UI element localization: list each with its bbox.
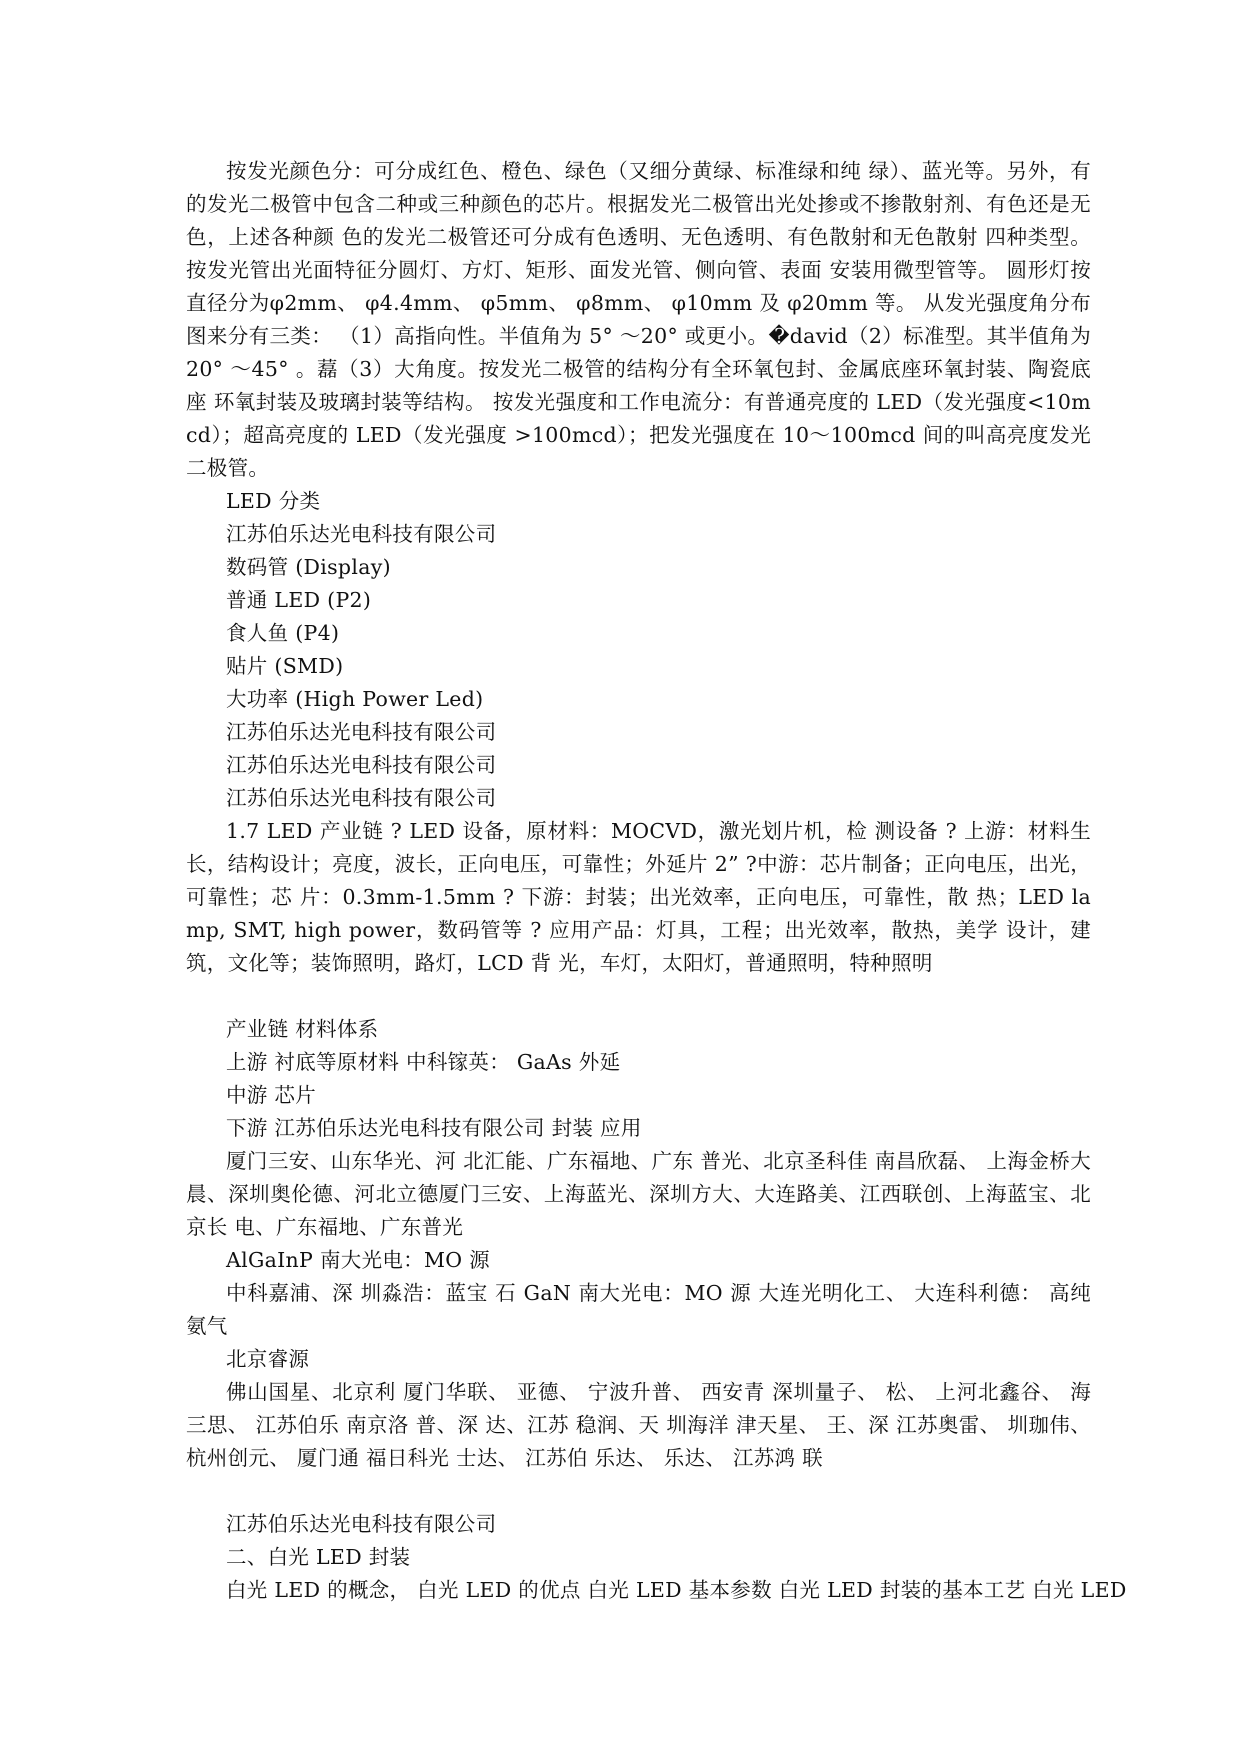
paragraph-materials-suppliers: 中科嘉浦、深 圳淼浩：蓝宝 石 GaN 南大光电：MO 源 大连光明化工、 大连科利德： 高纯氨气 (186, 1281, 1091, 1338)
line-white-led-topics: 白光 LED 的概念， 白光 LED 的优点 白光 LED 基本参数 白光 LED 封装的基本工艺 白光 LED (226, 1578, 1127, 1602)
company-name-line: 江苏伯乐达光电科技有限公司 (226, 753, 497, 777)
document-page (186, 155, 1127, 1607)
company-name-line: 江苏伯乐达光电科技有限公司 (226, 720, 497, 744)
paragraph-industry-chain: 1.7 LED 产业链 ? LED 设备，原材料：MOCVD，激光划片机，检 测设备 ? 上游：材料生长，结构设计；亮度，波长，正向电压，可靠性；外延片 2” ?中游：芯片制备；正向电压，出光，可靠性；芯 片：0.3mm-1.5mm ? 下游：封装；出光效率，正向电压，可靠性，散 热；LED lamp, SMT, high power，数码管等 ? 应用产品：灯具，工程；出光效率，散热，美学 设计，建筑，文化等；装饰照明，路灯，LCD 背 光，车灯，太阳灯，普通照明，特种照明 (186, 819, 1091, 975)
company-name-line: 江苏伯乐达光电科技有限公司 (226, 1512, 497, 1536)
list-item-p4: 食人鱼 (P4) (226, 621, 340, 645)
blank-line (186, 980, 1091, 1013)
line-downstream: 下游 江苏伯乐达光电科技有限公司 封装 应用 (226, 1116, 642, 1140)
heading-led-categories: LED 分类 (226, 489, 321, 513)
paragraph-led-classification: 按发光颜色分：可分成红色、橙色、绿色（又细分黄绿、标准绿和纯 绿）、蓝光等。另外，有的发光二极管中包含二种或三种颜色的芯片。根据发光二极管出光处掺或不掺散射剂、有色还是无色，上述各种颜 色的发光二极管还可分成有色透明、无色透明、有色散射和无色散射 四种类型。 按发光管出光面特征分圆灯、方灯、矩形、面发光管、侧向管、表面 安装用微型管等。 圆形灯按直径分为φ2mm、 φ4.4mm、 φ5mm、 φ8mm、 φ10mm 及 φ20mm 等。 从发光强度角分布图来分有三类： （1）高指向性。半值角为 5° ～20° 或更小。�david（2）标准型。其半值角为 20° ～45° 。藞（3）大角度。按发光二极管的结构分有全环氧包封、金属底座环氧封装、陶瓷底座 环氧封装及玻璃封装等结构。 按发光强度和工作电流分：有普通亮度的 LED（发光强度<10mcd）；超高亮度的 LED（发光强度 >100mcd）；把发光强度在 10～100mcd 间的叫高亮度发光二极管。 (186, 159, 1091, 480)
list-item-display: 数码管 (Display) (226, 555, 391, 579)
list-item-p2: 普通 LED (P2) (226, 588, 372, 612)
heading-industry-chain-materials: 产业链 材料体系 (226, 1017, 379, 1041)
paragraph-manufacturers: 厦门三安、山东华光、河 北汇能、广东福地、广东 普光、北京圣科佳 南昌欣磊、 上海金桥大晨、深圳奥伦德、河北立德厦门三安、上海蓝光、深圳方大、大连路美、江西联创、上海蓝宝、北京长 电、广东福地、广东普光 (186, 1149, 1091, 1239)
company-name-line: 江苏伯乐达光电科技有限公司 (226, 522, 497, 546)
line-algainp: AlGaInP 南大光电：MO 源 (226, 1248, 490, 1272)
paragraph-packaging-companies: 佛山国星、北京利 厦门华联、 亚德、 宁波升普、 西安青 深圳量子、 松、 上河北鑫谷、 海三思、 江苏伯乐 南京洛 普、深 达、江苏 稳润、天 圳海洋 津天星、 王、深 江苏奥雷、 圳珈伟、 杭州创元、 厦门通 福日科光 士达、 江苏伯 乐达、 乐达、 江苏鸿 联 (186, 1380, 1091, 1470)
list-item-high-power: 大功率 (High Power Led) (226, 687, 484, 711)
heading-white-led-packaging: 二、白光 LED 封装 (226, 1545, 411, 1569)
line-midstream: 中游 芯片 (226, 1083, 317, 1107)
line-beijing-ruiyuan: 北京睿源 (226, 1347, 310, 1371)
company-name-line: 江苏伯乐达光电科技有限公司 (226, 786, 497, 810)
line-upstream: 上游 衬底等原材料 中科镓英： GaAs 外延 (226, 1050, 621, 1074)
list-item-smd: 贴片 (SMD) (226, 654, 344, 678)
blank-line (186, 1475, 1091, 1508)
